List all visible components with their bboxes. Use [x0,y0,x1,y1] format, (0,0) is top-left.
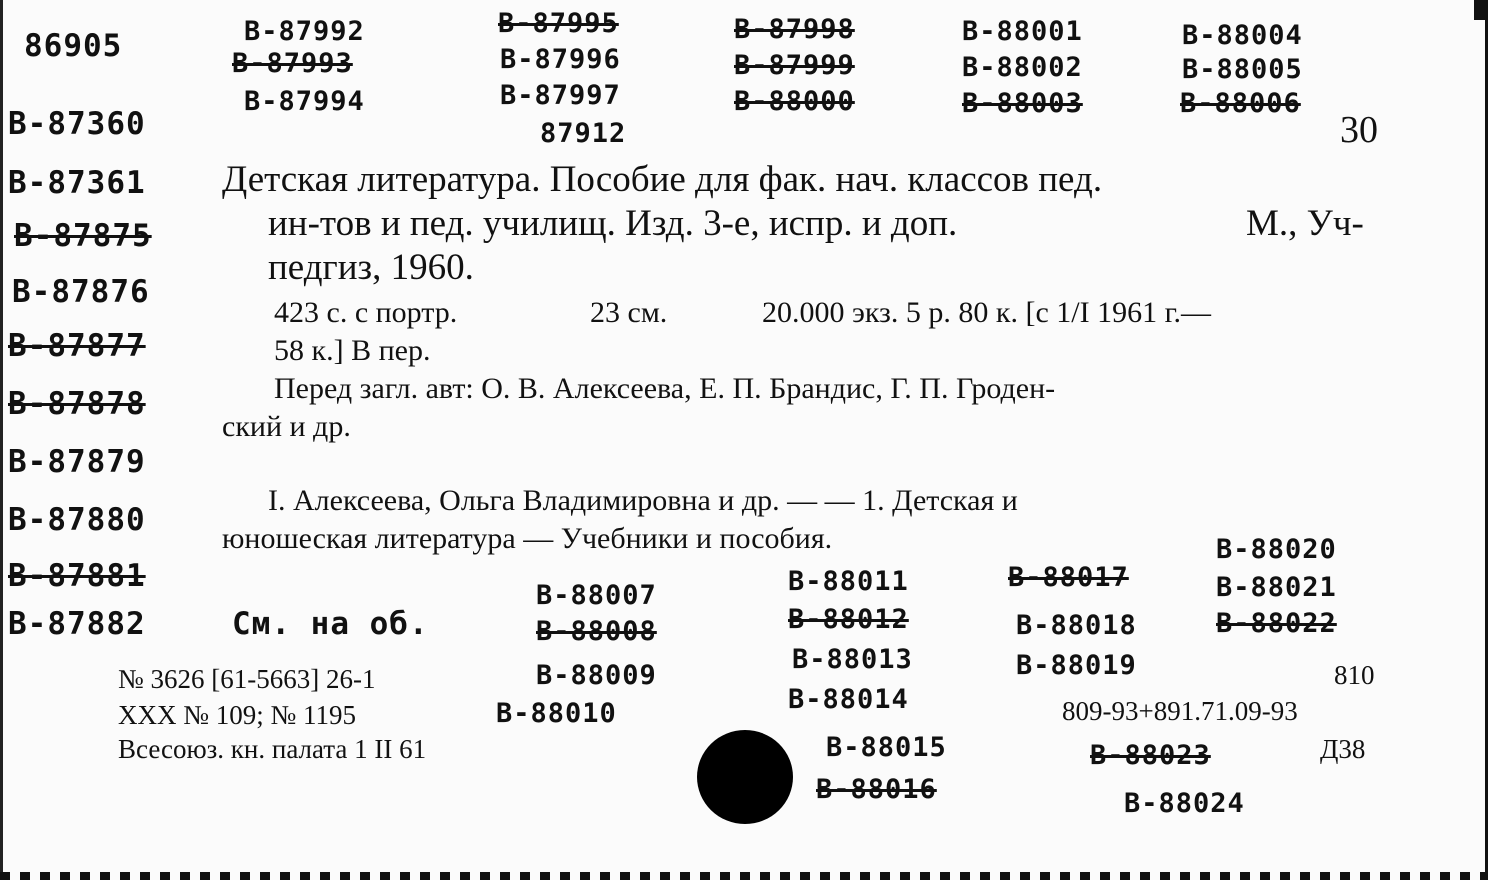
bottom-inventory-extra-0: В-88023 [1090,740,1211,771]
inventory-top: 86905 [24,28,123,64]
top-inventory-r1c2: В-87999 [734,50,855,81]
left-inventory-5: В-87878 [8,386,146,422]
card-corner [1474,0,1488,20]
top-inventory-r0c2: В-87998 [734,14,855,45]
bottom-inventory-c3-1: В-88018 [1016,610,1137,641]
physical-desc-1a: 423 с. с портр. [274,296,458,329]
top-inventory-r1c3: В-88002 [962,52,1083,83]
punch-hole [697,730,793,824]
bottom-inventory-c3-0: В-88017 [1008,562,1129,593]
bottom-inventory-c3-2: В-88019 [1016,650,1137,681]
bottom-inventory-c2-0: В-88011 [788,566,909,597]
left-inventory-2: В-87875 [14,218,152,254]
sequence-number: 30 [1340,109,1378,151]
top-inventory-r0c0: В-87992 [244,16,365,47]
top-inventory-r1c1: В-87996 [500,44,621,75]
card-edge-bottom [0,872,1488,880]
title-line-1: Детская литература. Пособие для фак. нач. классов пед. [222,159,1103,200]
bottom-inventory-c1-1: В-88008 [536,616,657,647]
left-inventory-7: В-87880 [8,502,146,538]
udc-index: 809-93+891.71.09-93 [1062,696,1298,726]
top-inventory-r2c2: В-88000 [734,86,855,117]
physical-desc-2: 58 к.] В пер. [274,334,431,367]
bottom-inventory-c2-4: В-88015 [826,732,947,763]
bottom-inventory-extra-1: В-88024 [1124,788,1245,819]
left-inventory-4: В-87877 [8,328,146,364]
top-inventory-r0c1: В-87995 [498,8,619,39]
left-inventory-6: В-87879 [8,444,146,480]
bottom-inventory-c2-3: В-88014 [788,684,909,715]
see-reverse-note: См. на об. [232,606,429,642]
left-inventory-0: В-87360 [8,106,146,142]
bottom-inventory-c1-2: В-88009 [536,660,657,691]
bottom-inventory-c4-1: В-88021 [1216,572,1337,603]
author-mark: Д38 [1320,734,1366,764]
class-number: 810 [1334,660,1375,690]
left-inventory-1: В-87361 [8,165,146,201]
tracing-line-2: юношеская литература — Учебники и пособия. [222,522,833,555]
top-inventory-r0c3: В-88001 [962,16,1083,47]
bottom-inventory-c2-2: В-88013 [792,644,913,675]
title-line-3: педгиз, 1960. [268,247,474,288]
title-line-2b: М., Уч- [1246,203,1364,244]
bottom-inventory-c1-0: В-88007 [536,580,657,611]
bottom-inventory-c4-0: В-88020 [1216,534,1337,565]
left-inventory-8: В-87881 [8,558,146,594]
top-inventory-r2c4: В-88006 [1180,88,1301,119]
bottom-inventory-c4-2: В-88022 [1216,608,1337,639]
left-inventory-9: В-87882 [8,606,146,642]
footer-line-1: № 3626 [61-5663] 26-1 [118,664,376,694]
note-line-2: ский и др. [222,410,351,443]
top-inventory-r1c4: В-88005 [1182,54,1303,85]
tracing-line-1: I. Алексеева, Ольга Владимировна и др. — — 1. Детская и [268,484,1018,517]
card-edge-left [0,0,3,880]
note-line-1: Перед загл. авт: О. В. Алексеева, Е. П. Брандис, Г. П. Гроден- [274,372,1056,405]
top-inventory-r2c3: В-88003 [962,88,1083,119]
bottom-inventory-c1-3: В-88010 [496,698,617,729]
physical-desc-1b: 23 см. [590,296,668,329]
title-line-2a: ин-тов и пед. училищ. Изд. 3-е, испр. и доп. [268,203,958,244]
bottom-inventory-c2-1: В-88012 [788,604,909,635]
footer-line-3: Всесоюз. кн. палата 1 II 61 [118,734,427,764]
top-inventory-r0c4: В-88004 [1182,20,1303,51]
footer-line-2: XXX № 109; № 1195 [118,700,357,730]
left-inventory-3: В-87876 [12,274,150,310]
top-inventory-r2c1: В-87997 [500,80,621,111]
top-inventory-extra: 87912 [540,118,627,149]
bottom-inventory-c2-5: В-88016 [816,774,937,805]
top-inventory-r1c0: В-87993 [232,48,353,79]
top-inventory-r2c0: В-87994 [244,86,365,117]
physical-desc-1c: 20.000 экз. 5 р. 80 к. [с 1/I 1961 г.— [762,296,1212,329]
